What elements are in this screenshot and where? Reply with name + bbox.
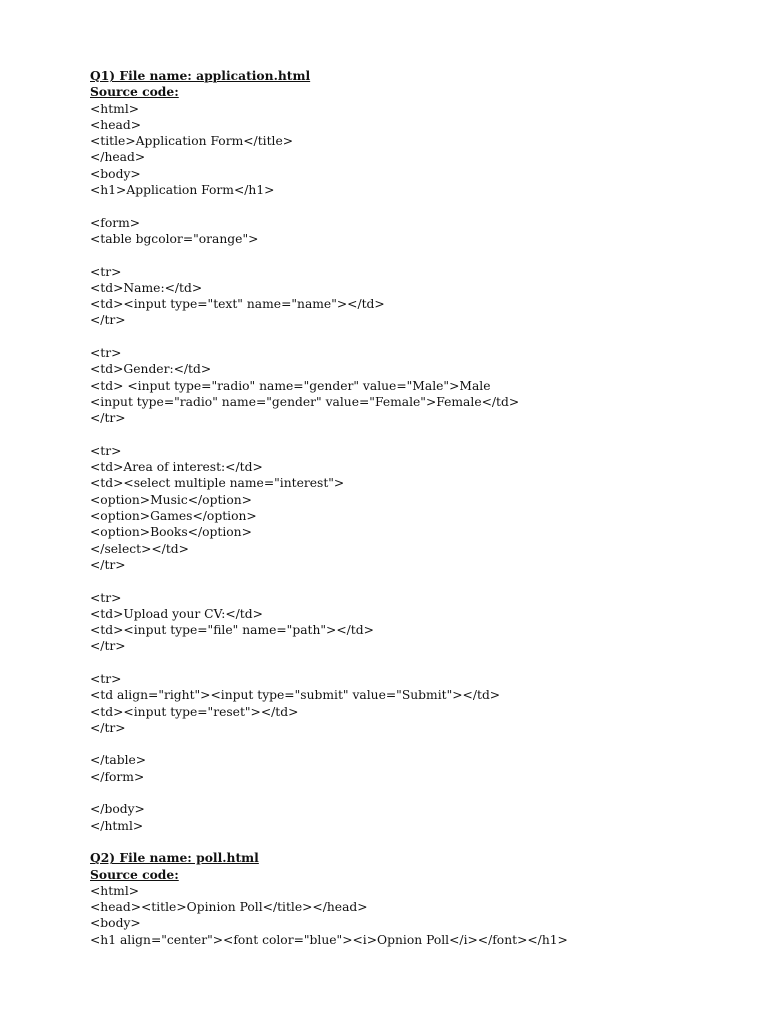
source-code-label: Source code: [90,84,179,100]
code-line: <tr> [90,671,122,686]
code-line: <td><select multiple name="interest"> [90,476,345,491]
code-line: </head> [90,150,146,165]
code-line: <tr> [90,346,122,361]
code-line: <table bgcolor="orange"> [90,231,259,246]
blank-line [90,785,730,801]
code-line: <tr> [90,443,122,458]
code-line: </tr> [90,557,126,572]
code-line: <input type="radio" name="gender" value="Female">Female</td> [90,394,520,409]
code-line: <td>Area of interest:</td> [90,460,263,475]
code-line: <body> [90,916,141,931]
question-section [90,68,730,850]
code-line: <body> [90,166,141,181]
code-line: <h1 align="center"><font color="blue"><i>Opnion Poll</i></font></h1> [90,932,568,947]
code-line: <head> [90,117,142,132]
code-line: <td><input type="file" name="path"></td> [90,623,374,638]
code-line: </body> [90,802,145,817]
code-line: </tr> [90,411,126,426]
blank-line [90,247,730,263]
blank-line [90,329,730,345]
blank-line [90,834,730,850]
code-line: <head><title>Opinion Poll</title></head> [90,900,368,915]
code-line: </form> [90,769,145,784]
blank-line [90,427,730,443]
code-line: </table> [90,753,147,768]
code-line: <option>Games</option> [90,509,257,524]
code-line: <td>Name:</td> [90,280,203,295]
question-heading: Q2) File name: poll.html [90,850,259,866]
code-line: </html> [90,818,144,833]
code-line: <form> [90,215,141,230]
code-line: <tr> [90,264,122,279]
code-line: <td><input type="text" name="name"></td> [90,297,385,312]
code-line: <td>Upload your CV:</td> [90,606,263,621]
code-line: </tr> [90,639,126,654]
code-line: <html> [90,101,140,116]
code-line: </select></td> [90,541,189,556]
code-line: </tr> [90,313,126,328]
document-page [90,68,730,948]
blank-line [90,655,730,671]
code-line: <td>Gender:</td> [90,362,212,377]
code-line: <td align="right"><input type="submit" value="Submit"></td> [90,688,501,703]
code-line: <tr> [90,590,122,605]
source-code-label: Source code: [90,866,179,882]
code-line: <td> <input type="radio" name="gender" value="Male">Male [90,378,491,393]
blank-line [90,736,730,752]
blank-line [90,198,730,214]
question-heading: Q1) File name: application.html [90,68,311,83]
code-line: <option>Music</option> [90,492,252,507]
code-line: <h1>Application Form</h1> [90,183,275,198]
code-line: <html> [90,883,140,898]
blank-line [90,573,730,589]
code-line: <title>Application Form</title> [90,134,294,149]
question-section [90,850,730,948]
code-line: </tr> [90,720,126,735]
code-line: <td><input type="reset"></td> [90,704,299,719]
code-line: <option>Books</option> [90,525,252,540]
